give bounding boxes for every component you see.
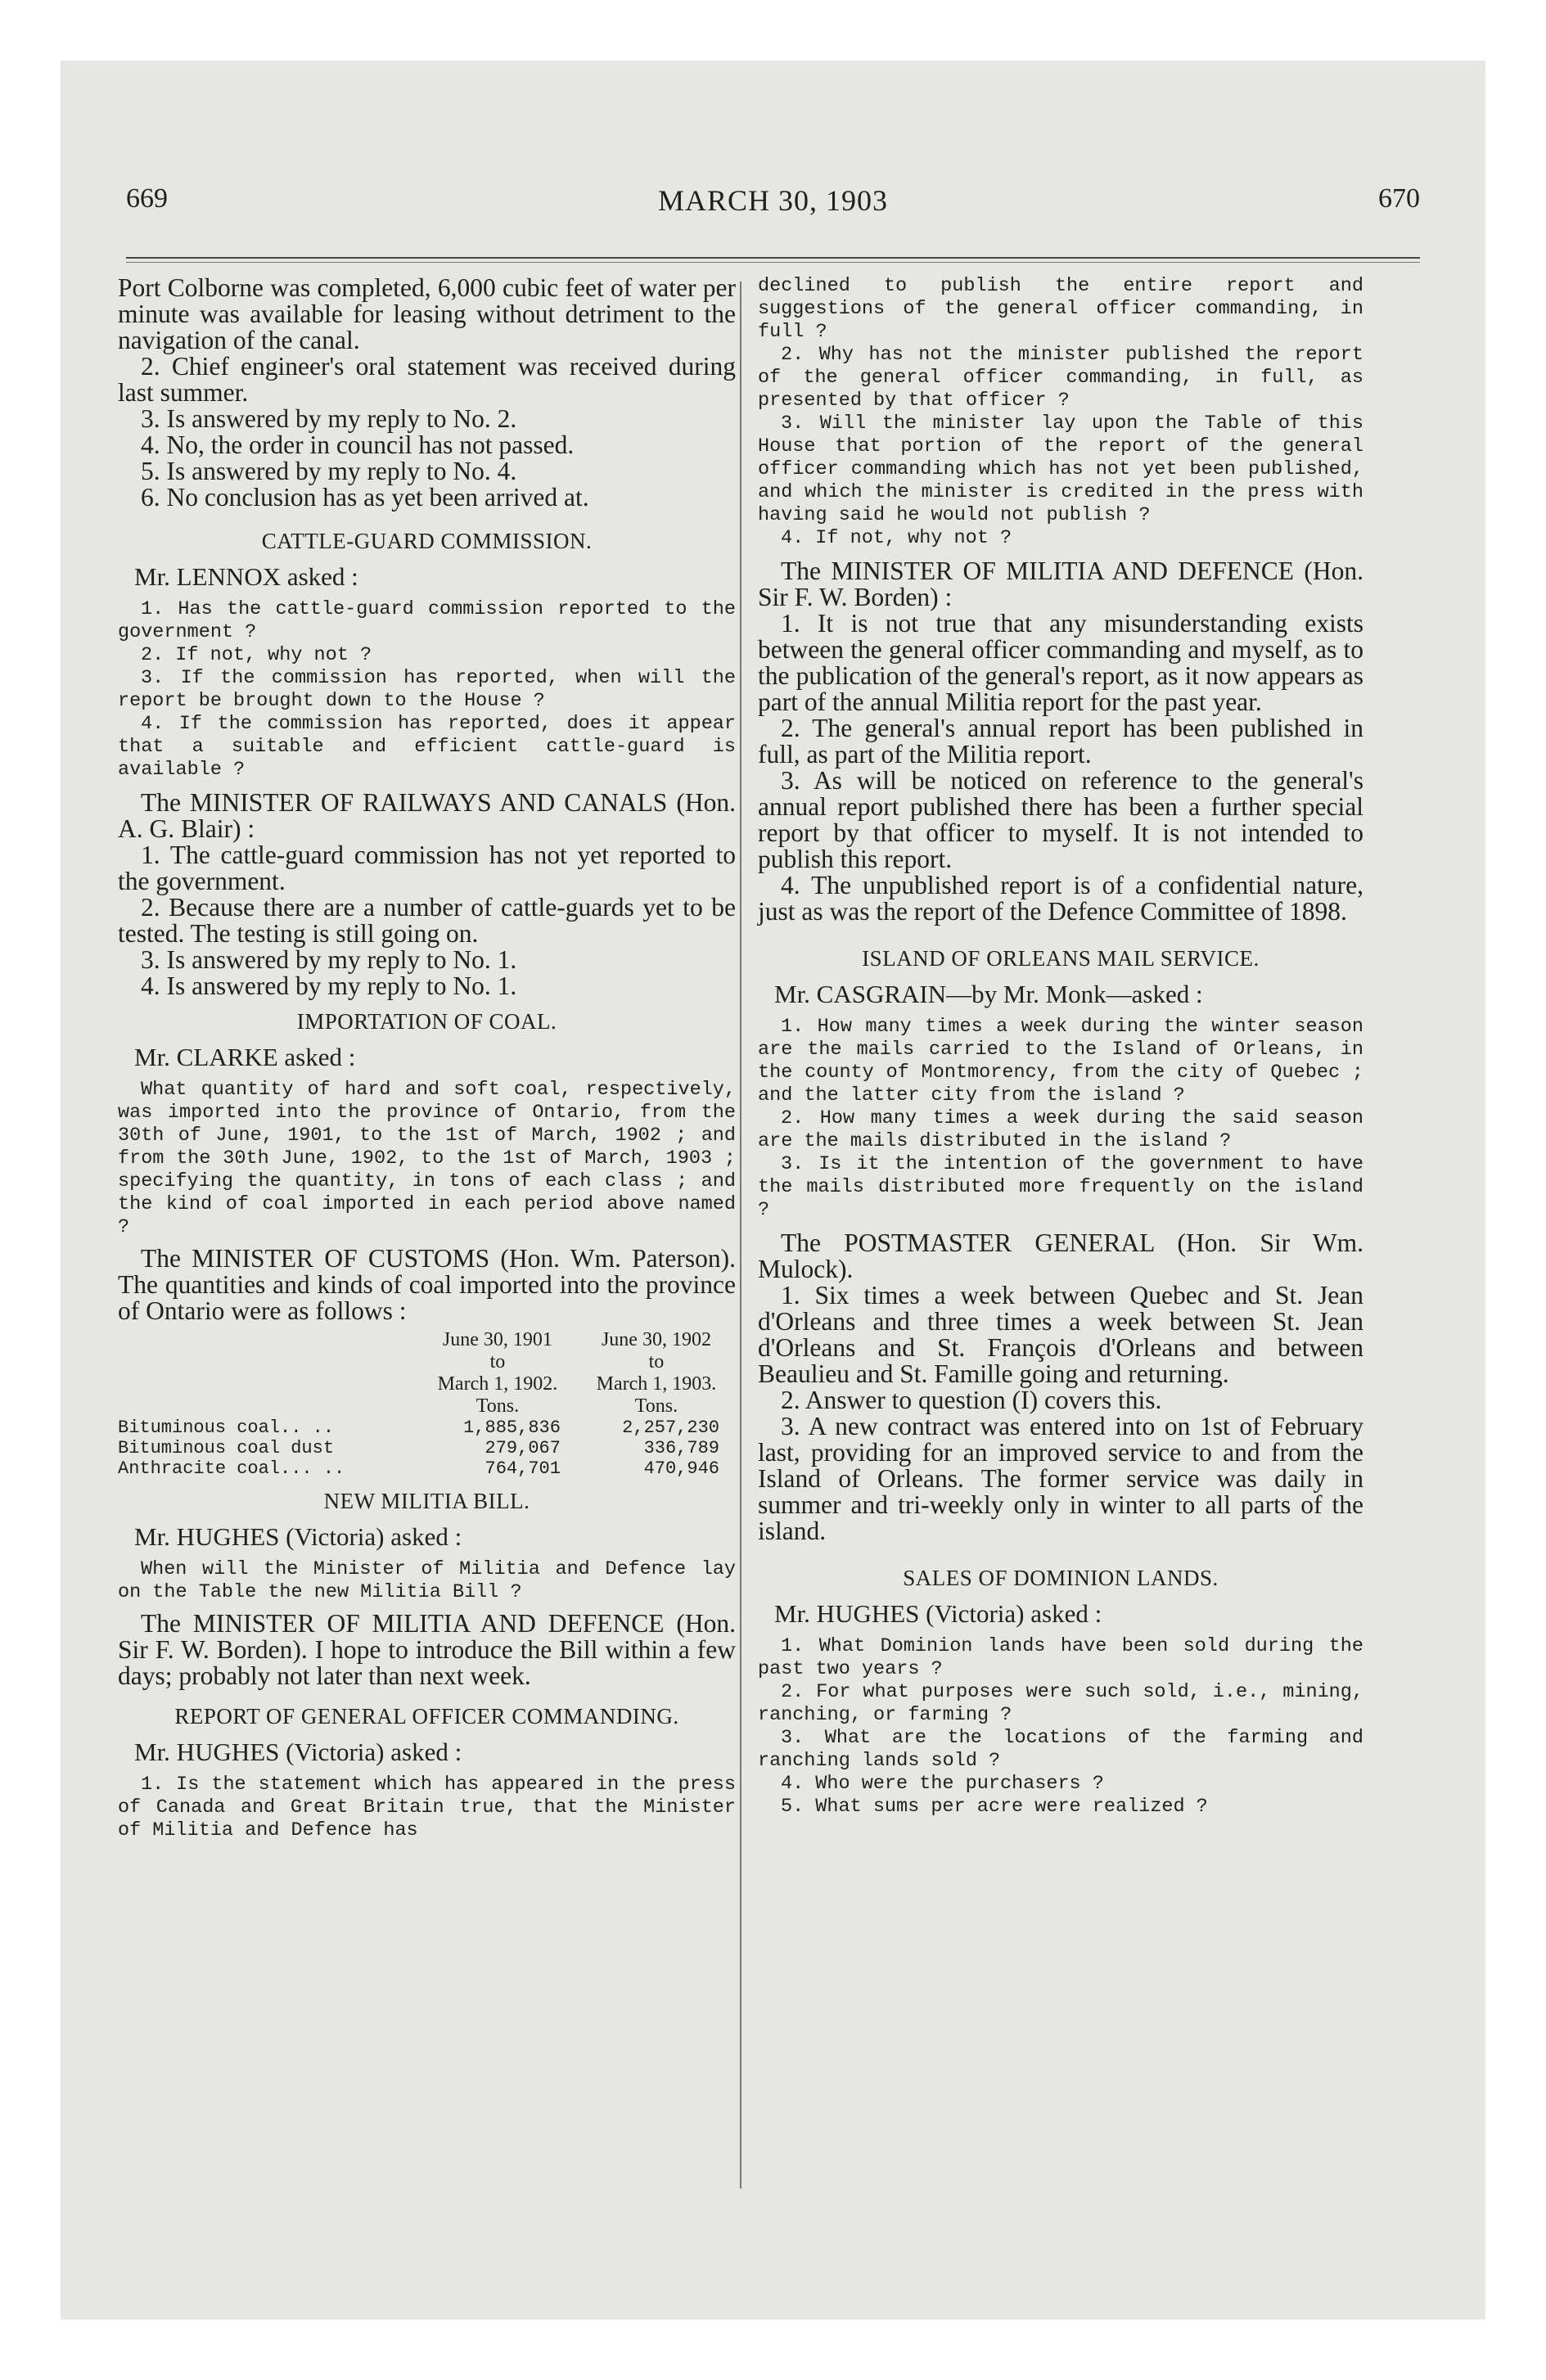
question: 4. If not, why not ? [781, 527, 1012, 549]
paragraph: 4. No, the order in council has not passed. [141, 430, 575, 459]
right-column [758, 275, 1363, 1819]
table-row: Bituminous coal.. .. 1,885,836 2,257,230 [118, 1418, 719, 1438]
coal-import-table [118, 1329, 736, 1479]
question: 2. How many times a week during the said season are the mails distributed in the island ? [758, 1107, 1363, 1152]
question: What quantity of hard and soft coal, respectively, was imported into the province of Ontario, from the 30th of June, 1901, to the 1st of March, 1902 ; and from the 30th June, 1902, to the 1st of March, 1903 ; specifying the quantity, in tons of each class ; and the kind of coal imported in each period above named ? [118, 1079, 736, 1238]
question-asker: Mr. HUGHES (Victoria) asked : [134, 1738, 462, 1766]
question: When will the Minister of Militia and Defence lay on the Table the new Militia Bill ? [118, 1558, 736, 1603]
question: 5. What sums per acre were realized ? [781, 1796, 1208, 1818]
answer-heading: The MINISTER OF CUSTOMS (Hon. Wm. Paterson). The quantities and kinds of coal imported into the province of Ontario were as follows : [118, 1244, 736, 1325]
question-asker: Mr. LENNOX asked : [134, 562, 358, 591]
paragraph: 3. Is answered by my reply to No. 2. [141, 404, 517, 433]
table-row: Anthracite coal... .. 764,701 470,946 [118, 1458, 719, 1479]
question: 4. If the commission has reported, does it appear that a suitable and efficient cattle-guard is available ? [118, 713, 736, 781]
table-header: June 30, 1902 to March 1, 1903. Tons. [596, 1329, 717, 1417]
answer: 4. Is answered by my reply to No. 1. [141, 971, 517, 1000]
question: 2. If not, why not ? [141, 644, 372, 666]
answer: 1. The cattle-guard commission has not yet reported to the government. [118, 841, 736, 895]
section-heading: CATTLE-GUARD COMMISSION. [261, 529, 593, 553]
question: 1. Has the cattle-guard commission reported to the government ? [118, 598, 736, 643]
answer: 4. The unpublished report is of a confidential nature, just as was the report of the Defence Committee of 1898. [758, 871, 1363, 926]
paragraph: 5. Is answered by my reply to No. 4. [141, 457, 517, 485]
paragraph: Port Colborne was completed, 6,000 cubic feet of water per minute was available for leasing without detriment to the navigation of the canal. [118, 273, 736, 354]
answer-heading: The MINISTER OF RAILWAYS AND CANALS (Hon. A. G. Blair) : [118, 788, 736, 843]
question-asker: Mr. CASGRAIN—by Mr. Monk—asked : [774, 980, 1203, 1008]
section-heading: NEW MILITIA BILL. [323, 1489, 530, 1513]
page-header [61, 183, 1485, 232]
scanned-page [61, 61, 1485, 2319]
question: 1. Is the statement which has appeared in the press of Canada and Great Britain true, that the Minister of Militia and Defence has [118, 1774, 736, 1841]
answer-heading: The MINISTER OF MILITIA AND DEFENCE (Hon. Sir F. W. Borden) : [758, 557, 1363, 611]
page-number-right: 670 [1378, 183, 1420, 214]
answer: 1. It is not true that any misunderstanding exists between the general officer commanding and myself, as to the publication of the general's report, as it now appears as part of the annual Militia report for the past year. [758, 609, 1363, 716]
header-rule-thin [126, 262, 1420, 263]
header-rule [126, 257, 1420, 259]
section-heading: REPORT OF GENERAL OFFICER COMMANDING. [174, 1704, 679, 1729]
question: 4. Who were the purchasers ? [781, 1773, 1104, 1795]
answer: 1. Six times a week between Quebec and St. Jean d'Orleans and three times a week between St. Jean d'Orleans and St. François d'Orleans and between Beaulieu and St. Famille going and returning. [758, 1281, 1363, 1388]
section-heading: ISLAND OF ORLEANS MAIL SERVICE. [862, 946, 1260, 971]
section-heading: SALES OF DOMINION LANDS. [903, 1566, 1219, 1590]
question: 3. What are the locations of the farming and ranching lands sold ? [758, 1727, 1363, 1772]
table-row: Bituminous coal dust 279,067 336,789 [118, 1438, 719, 1458]
page-date-title: MARCH 30, 1903 [657, 184, 889, 217]
page-number-left: 669 [126, 183, 168, 214]
question-asker: Mr. HUGHES (Victoria) asked : [134, 1522, 462, 1551]
paragraph: 6. No conclusion has as yet been arrived at. [141, 483, 589, 512]
question: 1. How many times a week during the winter season are the mails carried to the Island of Orleans, in the county of Montmorency, from the city of Quebec ; and the latter city from the island ? [758, 1016, 1363, 1107]
question: 2. For what purposes were such sold, i.e., mining, ranching, or farming ? [758, 1681, 1363, 1726]
table-header: June 30, 1901 to March 1, 1902. Tons. [437, 1329, 558, 1417]
answer: 3. As will be noticed on reference to the general's annual report published there has been a further special report by that officer to myself. It is not intended to publish this report. [758, 766, 1363, 873]
section-heading: IMPORTATION OF COAL. [296, 1009, 557, 1034]
answer: 2. Because there are a number of cattle-guards yet to be tested. The testing is still going on. [118, 893, 736, 948]
question: 3. If the commission has reported, when will the report be brought down to the House ? [118, 667, 736, 712]
question: 2. Why has not the minister published the report of the general officer commanding, in full, as presented by that officer ? [758, 344, 1363, 412]
answer: The MINISTER OF MILITIA AND DEFENCE (Hon. Sir F. W. Borden). I hope to introduce the Bill within a few days; probably not later than next week. [118, 1609, 736, 1690]
answer: 3. A new contract was entered into on 1st of February last, providing for an improved service to and from the Island of Orleans. The former service was daily in summer and tri-weekly only in winter to all parts of the island. [758, 1412, 1363, 1545]
question-asker: Mr. CLARKE asked : [134, 1043, 356, 1071]
question: 1. What Dominion lands have been sold during the past two years ? [758, 1635, 1363, 1680]
paragraph: 2. Chief engineer's oral statement was received during last summer. [118, 352, 736, 407]
answer: 2. Answer to question (I) covers this. [781, 1386, 1162, 1414]
answer-heading: The POSTMASTER GENERAL (Hon. Sir Wm. Mulock). [758, 1228, 1363, 1283]
question-asker: Mr. HUGHES (Victoria) asked : [774, 1599, 1102, 1628]
left-column [118, 275, 736, 1842]
answer: 2. The general's annual report has been published in full, as part of the Militia report. [758, 714, 1363, 769]
question: 3. Will the minister lay upon the Table of this House that portion of the report of the general officer commanding which has not yet been published, and which the minister is credited in the press with having said he would not publish ? [758, 412, 1363, 526]
answer: 3. Is answered by my reply to No. 1. [141, 945, 517, 974]
column-divider [740, 282, 741, 2188]
question: declined to publish the entire report and suggestions of the general officer commanding, in full ? [758, 275, 1363, 343]
question: 3. Is it the intention of the government to have the mails distributed more frequently on the island ? [758, 1153, 1363, 1221]
